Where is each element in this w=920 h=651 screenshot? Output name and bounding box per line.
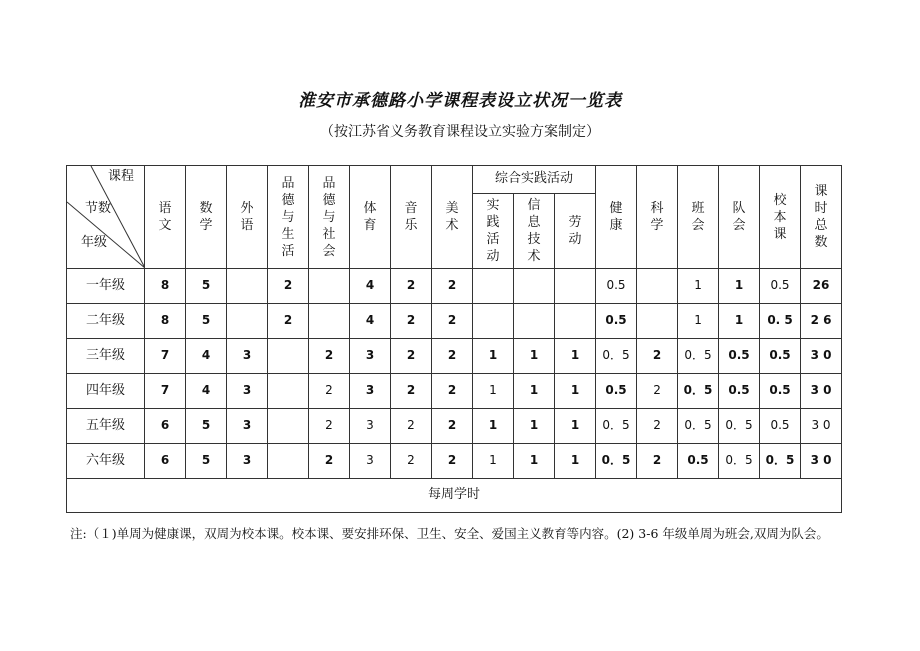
corner-label-course: 课程 xyxy=(107,169,134,184)
value-cell: 2 xyxy=(391,339,432,374)
grade-cell: 六年级 xyxy=(67,444,145,479)
value-cell: 2 xyxy=(432,409,473,444)
value-cell: 3 xyxy=(227,339,268,374)
value-cell: 0.5 xyxy=(596,374,637,409)
col-header-health: 健康 xyxy=(596,166,637,269)
value-cell: 1 xyxy=(719,269,760,304)
value-cell: 2 xyxy=(391,444,432,479)
page-title: 淮安市承德路小学课程表设立状况一览表 xyxy=(298,91,622,111)
value-cell: 3 0 xyxy=(801,444,842,479)
value-cell: 2 xyxy=(309,409,350,444)
col-header-morality-society: 品德与社会 xyxy=(309,166,350,269)
value-cell: 3 0 xyxy=(801,409,842,444)
value-cell: 0.5 xyxy=(719,339,760,374)
value-cell: 1 xyxy=(473,374,514,409)
col-header-school-course: 校本课 xyxy=(760,166,801,269)
value-cell: 0.5 xyxy=(596,304,637,339)
value-cell: 2 xyxy=(309,444,350,479)
value-cell xyxy=(473,269,514,304)
value-cell: 0. 5 xyxy=(760,304,801,339)
col-header-practice-activity: 实践活动 xyxy=(473,194,514,269)
value-cell xyxy=(268,374,309,409)
value-cell xyxy=(473,304,514,339)
value-cell xyxy=(268,444,309,479)
value-cell: 0．5 xyxy=(719,409,760,444)
value-cell: 0.5 xyxy=(596,269,637,304)
value-cell: 0．5 xyxy=(760,444,801,479)
value-cell: 5 xyxy=(186,444,227,479)
value-cell: 0.5 xyxy=(760,374,801,409)
col-header-it: 信息技术 xyxy=(514,194,555,269)
col-header-science: 科学 xyxy=(637,166,678,269)
value-cell: 7 xyxy=(145,339,186,374)
value-cell: 0．5 xyxy=(678,374,719,409)
col-header-total-hours: 课时总数 xyxy=(801,166,842,269)
value-cell: 7 xyxy=(145,374,186,409)
value-cell: 0．5 xyxy=(596,444,637,479)
value-cell: 0．5 xyxy=(596,339,637,374)
value-cell: 2 xyxy=(309,374,350,409)
col-header-class-meeting: 班会 xyxy=(678,166,719,269)
weekly-hours-footer: 每周学时 xyxy=(67,479,842,513)
value-cell: 1 xyxy=(678,304,719,339)
value-cell xyxy=(555,269,596,304)
value-cell xyxy=(309,269,350,304)
value-cell: 26 xyxy=(801,269,842,304)
col-header-chinese: 语文 xyxy=(145,166,186,269)
value-cell: 8 xyxy=(145,304,186,339)
value-cell xyxy=(227,304,268,339)
value-cell: 1 xyxy=(514,444,555,479)
value-cell: 4 xyxy=(186,374,227,409)
value-cell: 2 xyxy=(309,339,350,374)
value-cell: 1 xyxy=(555,409,596,444)
value-cell: 4 xyxy=(350,269,391,304)
table-row xyxy=(67,304,842,339)
value-cell: 5 xyxy=(186,409,227,444)
grade-cell: 三年级 xyxy=(67,339,145,374)
value-cell: 2 xyxy=(391,409,432,444)
value-cell: 3 0 xyxy=(801,374,842,409)
col-header-art: 美术 xyxy=(432,166,473,269)
value-cell: 1 xyxy=(555,374,596,409)
value-cell: 2 xyxy=(432,339,473,374)
table-row xyxy=(67,339,842,374)
table-row xyxy=(67,444,842,479)
grade-cell: 五年级 xyxy=(67,409,145,444)
value-cell: 3 0 xyxy=(801,339,842,374)
value-cell: 0.5 xyxy=(760,269,801,304)
value-cell: 1 xyxy=(719,304,760,339)
value-cell: 3 xyxy=(350,374,391,409)
header-corner-cell xyxy=(67,166,145,269)
value-cell: 1 xyxy=(514,374,555,409)
col-header-music: 音乐 xyxy=(391,166,432,269)
value-cell: 4 xyxy=(350,304,391,339)
value-cell: 3 xyxy=(350,444,391,479)
value-cell: 0．5 xyxy=(596,409,637,444)
col-header-foreign-language: 外语 xyxy=(227,166,268,269)
value-cell: 1 xyxy=(514,339,555,374)
col-header-labor: 劳动 xyxy=(555,194,596,269)
grade-cell: 二年级 xyxy=(67,304,145,339)
value-cell xyxy=(514,269,555,304)
value-cell: 2 xyxy=(637,444,678,479)
value-cell: 1 xyxy=(678,269,719,304)
value-cell: 1 xyxy=(514,409,555,444)
col-header-morality-life: 品德与生活 xyxy=(268,166,309,269)
value-cell: 2 xyxy=(432,374,473,409)
grade-cell: 四年级 xyxy=(67,374,145,409)
value-cell: 4 xyxy=(186,339,227,374)
col-header-math: 数学 xyxy=(186,166,227,269)
corner-label-periods: 节数 xyxy=(85,201,112,216)
footnote: 注:（１)单周为健康课，双周为校本课。校本课、要安排环保、卫生、安全、爱国主义教育等内容。(2) 3-6 年级单周为班会,双周为队会。 xyxy=(70,526,829,541)
value-cell: 2 xyxy=(432,304,473,339)
col-header-team-meeting: 队会 xyxy=(719,166,760,269)
value-cell xyxy=(555,304,596,339)
value-cell: 2 xyxy=(637,339,678,374)
value-cell: 8 xyxy=(145,269,186,304)
table-row xyxy=(67,269,842,304)
value-cell: 3 xyxy=(227,374,268,409)
value-cell xyxy=(309,304,350,339)
value-cell: 1 xyxy=(555,339,596,374)
curriculum-table xyxy=(66,165,842,513)
value-cell: 1 xyxy=(555,444,596,479)
value-cell: 6 xyxy=(145,409,186,444)
grade-cell: 一年级 xyxy=(67,269,145,304)
value-cell xyxy=(637,269,678,304)
value-cell: 3 xyxy=(350,339,391,374)
col-group-header-practice: 综合实践活动 xyxy=(473,166,596,194)
table-row xyxy=(67,409,842,444)
value-cell: 2 xyxy=(268,269,309,304)
value-cell: 0.5 xyxy=(678,444,719,479)
value-cell xyxy=(268,339,309,374)
value-cell: 0.5 xyxy=(760,409,801,444)
value-cell: 0.5 xyxy=(760,339,801,374)
value-cell: 0.5 xyxy=(719,374,760,409)
value-cell: 1 xyxy=(473,409,514,444)
value-cell: 1 xyxy=(473,339,514,374)
value-cell: 3 xyxy=(350,409,391,444)
value-cell: 5 xyxy=(186,304,227,339)
value-cell: 2 xyxy=(432,444,473,479)
value-cell: 2 xyxy=(637,409,678,444)
value-cell: 3 xyxy=(227,444,268,479)
value-cell xyxy=(514,304,555,339)
value-cell: 2 xyxy=(391,269,432,304)
value-cell: 2 xyxy=(268,304,309,339)
value-cell: 1 xyxy=(473,444,514,479)
value-cell: 0．5 xyxy=(678,339,719,374)
value-cell: 2 xyxy=(391,374,432,409)
value-cell: 2 xyxy=(637,374,678,409)
value-cell xyxy=(637,304,678,339)
corner-label-grade: 年级 xyxy=(81,235,108,250)
value-cell: 2 xyxy=(432,269,473,304)
value-cell: 0．5 xyxy=(719,444,760,479)
value-cell xyxy=(227,269,268,304)
value-cell: 0．5 xyxy=(678,409,719,444)
table-row xyxy=(67,374,842,409)
col-header-pe: 体育 xyxy=(350,166,391,269)
page-subtitle: （按江苏省义务教育课程设立实验方案制定） xyxy=(320,124,600,140)
value-cell: 5 xyxy=(186,269,227,304)
value-cell: 6 xyxy=(145,444,186,479)
value-cell: 2 6 xyxy=(801,304,842,339)
value-cell: 3 xyxy=(227,409,268,444)
value-cell: 2 xyxy=(391,304,432,339)
value-cell xyxy=(268,409,309,444)
